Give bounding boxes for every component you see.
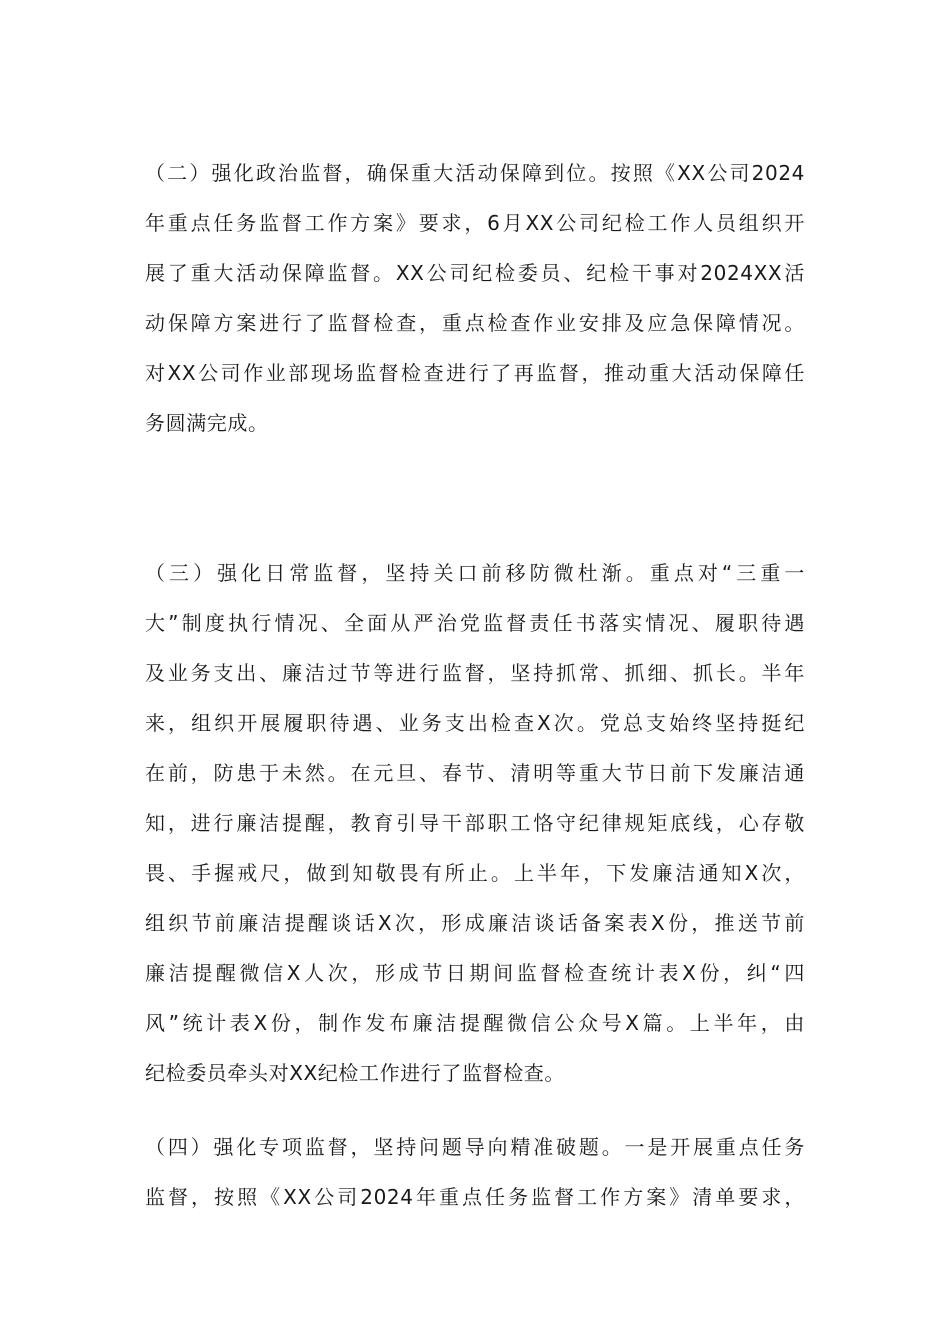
- paragraph-daily-supervision: [145, 548, 805, 1098]
- text-line: 年重点任务监督工作方案》要求，6月XX公司纪检工作人员组织开: [145, 211, 805, 235]
- text-line: 纪检委员牵头对XX纪检工作进行了监督检查。: [145, 1061, 566, 1085]
- text-line: 动保障方案进行了监督检查，重点检查作业安排及应急保障情况。: [145, 311, 805, 335]
- text-line: 及业务支出、廉洁过节等进行监督，坚持抓常、抓细、抓长。半年: [145, 661, 805, 685]
- text-line: （四）强化专项监督，坚持问题导向精准破题。一是开展重点任务: [145, 1135, 805, 1159]
- text-line: 大”制度执行情况、全面从严治党监督责任书落实情况、履职待遇: [145, 611, 805, 635]
- text-line: 展了重大活动保障监督。XX公司纪检委员、纪检干事对2024XX活: [145, 261, 805, 285]
- text-line: 知，进行廉洁提醒，教育引导干部职工恪守纪律规矩底线，心存敬: [145, 811, 805, 835]
- text-line: 监督，按照《XX公司2024年重点任务监督工作方案》清单要求，: [145, 1185, 805, 1209]
- text-line: （二）强化政治监督，确保重大活动保障到位。按照《XX公司2024: [145, 161, 805, 185]
- text-line: 组织节前廉洁提醒谈话X次，形成廉洁谈话备案表X份，推送节前: [145, 911, 805, 935]
- text-line: 在前，防患于未然。在元旦、春节、清明等重大节日前下发廉洁通: [145, 761, 805, 785]
- text-line: （三）强化日常监督，坚持关口前移防微杜渐。重点对“三重一: [145, 561, 805, 585]
- text-line: 风”统计表X份，制作发布廉洁提醒微信公众号X篇。上半年，由: [145, 1011, 805, 1035]
- paragraph-special-supervision: [145, 1122, 805, 1222]
- text-line: 廉洁提醒微信X人次，形成节日期间监督检查统计表X份，纠“四: [145, 961, 805, 985]
- text-line: 对XX公司作业部现场监督检查进行了再监督，推动重大活动保障任: [145, 361, 805, 385]
- text-line: 畏、手握戒尺，做到知敬畏有所止。上半年，下发廉洁通知X次，: [145, 861, 805, 885]
- text-line: 来，组织开展履职待遇、业务支出检查X次。党总支始终坚持挺纪: [145, 711, 805, 735]
- paragraph-political-supervision: [145, 148, 805, 448]
- text-line: 务圆满完成。: [145, 411, 269, 435]
